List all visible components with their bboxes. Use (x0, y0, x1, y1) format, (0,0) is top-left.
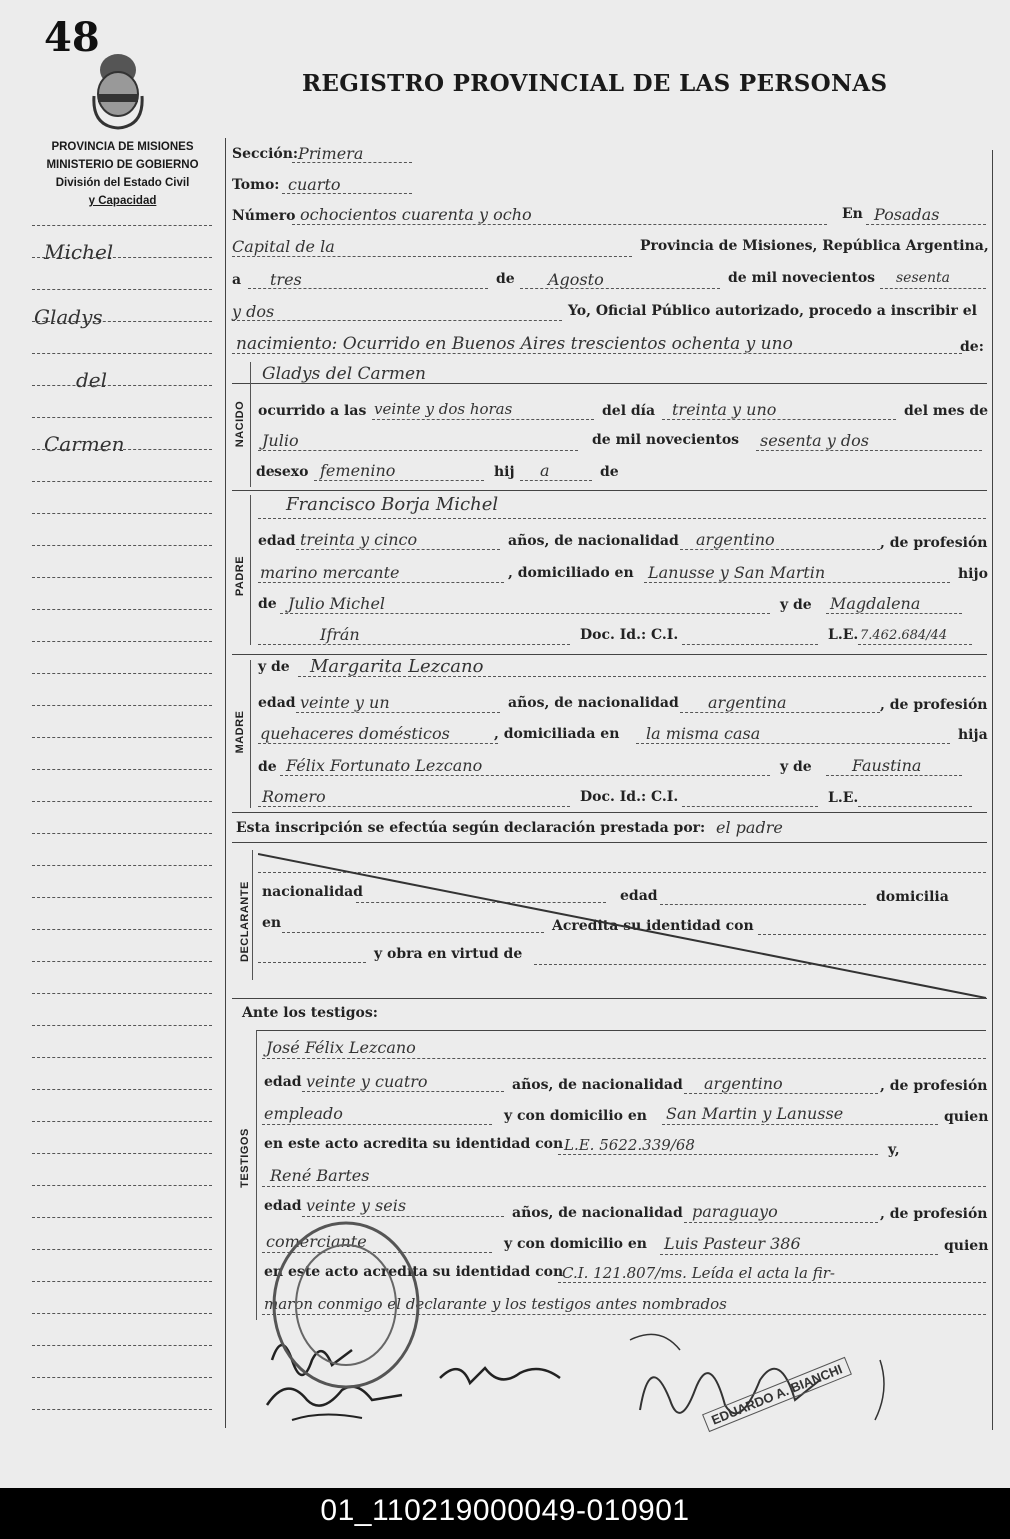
signature-witness-icon (430, 1348, 580, 1408)
t1-nombre-value: José Félix Lezcano (266, 1038, 416, 1057)
acredita-label: Acredita su identidad con (552, 918, 754, 934)
madre-de-label: de (258, 759, 277, 775)
t1-quien-label: quien (944, 1109, 989, 1125)
padre-top-rule (232, 490, 987, 491)
tomo-value: cuarto (288, 175, 341, 194)
t1-nac-line (684, 1093, 878, 1094)
de-colon-label: de: (960, 339, 984, 355)
page-number: 48 (44, 14, 100, 61)
madre-dom-value: la misma casa (646, 724, 761, 743)
cierre-value: maron conmigo el declarante y los testigos antes nombrados (264, 1295, 727, 1313)
padre-edad-line (296, 549, 500, 550)
margin-rule-line (32, 897, 212, 898)
mes-nac-value: Julio (262, 431, 299, 450)
ante-testigos-label: Ante los testigos: (242, 1005, 378, 1021)
t1-edad-value: veinte y cuatro (306, 1072, 428, 1091)
madre-side-label: MADRE (234, 710, 246, 754)
domiciliada-label: , domiciliada en (494, 726, 620, 742)
del-mes-label: del mes de (904, 403, 989, 419)
hora-line (372, 419, 594, 420)
en-value: Posadas (874, 205, 940, 224)
margin-rule-line (32, 769, 212, 770)
padre-madre-value: Magdalena (830, 594, 921, 613)
margin-rule-line (32, 353, 212, 354)
margin-rule-line (32, 737, 212, 738)
t2-quien-label: quien (944, 1238, 989, 1254)
padre-edad-label: edad (258, 533, 296, 549)
hij-label: hij (494, 464, 515, 480)
margin-rule-line (32, 481, 212, 482)
madre-madre2-line (258, 806, 570, 807)
t2-edad-label: edad (264, 1198, 302, 1214)
t1-edad-line (302, 1091, 504, 1092)
margin-rule-line (32, 289, 212, 290)
margin-rule-line (32, 961, 212, 962)
de-label: de (496, 271, 515, 287)
margin-rule-line (32, 1025, 212, 1026)
t2-edad-value: veinte y seis (306, 1196, 407, 1215)
madre-top-rule (232, 654, 987, 655)
margin-rule-line (32, 1089, 212, 1090)
t1-dom-line (662, 1124, 938, 1125)
margin-rule-line (32, 865, 212, 866)
testigos-top-rule (232, 998, 987, 999)
margin-rule-line (32, 1121, 212, 1122)
obra-label: y obra en virtud de (374, 946, 523, 962)
mes-nac-line (258, 450, 578, 451)
margin-rule-line (32, 1313, 212, 1314)
t2-doc-line (558, 1282, 986, 1283)
domicilia-label: domicilia (876, 889, 949, 905)
padre-y-de-label: y de (780, 597, 812, 613)
t1-profesion-label: , de profesión (880, 1078, 988, 1094)
margin-name-middle: del (76, 368, 108, 392)
margin-rule-line (32, 225, 212, 226)
madre-madre-line (826, 775, 962, 776)
padre-dom-line (644, 582, 950, 583)
t1-dom-value: San Martin y Lanusse (666, 1104, 844, 1123)
numero-label: Número (232, 208, 296, 224)
official-seal-stamp-icon (266, 1215, 426, 1395)
padre-le-line (858, 644, 972, 645)
declaracion-top-rule (232, 812, 987, 813)
t1-con-domicilio-label: y con domicilio en (504, 1108, 647, 1124)
anio-nac-line (756, 450, 982, 451)
a-label: a (232, 272, 242, 288)
margin-rule-line (32, 1281, 212, 1282)
domiciliado-label: , domiciliado en (508, 565, 634, 581)
madre-madre-value: Faustina (852, 756, 922, 775)
margin-rule-line (32, 801, 212, 802)
t2-nac-line (684, 1222, 878, 1223)
madre-edad-label: edad (258, 695, 296, 711)
ocurrido-label: ocurrido a las (258, 403, 367, 419)
margin-name-surname: Michel (44, 240, 114, 264)
declarante-bracket (252, 850, 253, 980)
dia-nac-line (662, 419, 896, 420)
madre-doc-label: Doc. Id.: C.I. (580, 789, 679, 805)
nacimiento-value: nacimiento: Ocurrido en Buenos Aires trescientos ochenta y uno (236, 334, 793, 354)
margin-rule-line (32, 705, 212, 706)
padre-madre2-value: Ifrán (320, 625, 360, 644)
madre-nac-line (680, 712, 880, 713)
nacionalidad-label: nacionalidad (262, 884, 363, 900)
oficial-label: Yo, Oficial Público autorizado, procedo a inscribir el (568, 303, 977, 319)
madre-madre2-value: Romero (262, 787, 326, 806)
declarante-top-rule (232, 842, 987, 843)
mil-novecientos-label: de mil novecientos (728, 270, 876, 286)
padre-side-label: PADRE (234, 555, 246, 597)
madre-profesion-label: , de profesión (880, 697, 988, 713)
padre-nombre-value: Francisco Borja Michel (286, 494, 499, 515)
dia-value: tres (270, 270, 302, 289)
padre-de-label: de (258, 596, 277, 612)
madre-bracket (250, 660, 251, 808)
capital-value: Capital de la (232, 237, 335, 256)
t2-profesion-label: , de profesión (880, 1206, 988, 1222)
testigos-bracket (256, 1030, 257, 1320)
padre-nombre-line (258, 518, 986, 519)
hij-value: a (540, 461, 550, 480)
t1-anos-nac-label: años, de nacionalidad (512, 1077, 683, 1093)
issuer-line-4: y Capacidad (88, 195, 157, 207)
anio1-line (880, 288, 986, 289)
margin-rule-line (32, 929, 212, 930)
t2-nombre-value: René Bartes (270, 1166, 370, 1185)
seccion-value: Primera (298, 144, 364, 163)
padre-le-value: 7.462.684/44 (860, 628, 948, 643)
de2-label: de (600, 464, 619, 480)
issuer-line-2: MINISTERIO DE GOBIERNO (46, 159, 199, 171)
padre-prof-line (258, 582, 504, 583)
numero-value: ochocientos cuarenta y ocho (300, 205, 532, 224)
madre-y-de2-label: y de (780, 759, 812, 775)
padre-edad-value: treinta y cinco (300, 530, 418, 549)
t2-nombre-line (262, 1186, 986, 1187)
margin-rule-line (32, 545, 212, 546)
madre-anos-nac-label: años, de nacionalidad (508, 695, 679, 711)
padre-anos-nac-label: años, de nacionalidad (508, 533, 679, 549)
testigos-second-rule (256, 1030, 986, 1031)
madre-doc-line (682, 806, 818, 807)
t2-dom-line (660, 1254, 938, 1255)
en-label: En (842, 206, 863, 222)
padre-madre2-line (258, 644, 570, 645)
del-dia-label: del día (602, 403, 656, 419)
declarante-value: el padre (716, 818, 783, 837)
sexo-value: femenino (320, 461, 396, 480)
anio-nac-value: sesenta y dos (760, 431, 869, 450)
margin-rule-line (32, 993, 212, 994)
archive-footer: 01_110219000049-010901 (0, 1488, 1010, 1539)
edad-d-label: edad (620, 888, 658, 904)
madre-prof-line (258, 743, 498, 744)
testigos-side-label: TESTIGOS (239, 1128, 251, 1188)
sexo-line (314, 480, 484, 481)
mil-nov2-label: de mil novecientos (592, 432, 740, 448)
margin-rule-line (32, 673, 212, 674)
signature-official-icon (620, 1320, 900, 1440)
t2-acredita-label: en este acto acredita su identidad con (264, 1264, 564, 1280)
padre-prof-value: marino mercante (260, 563, 400, 582)
margin-rule-line (32, 609, 212, 610)
margin-rule-line (32, 1249, 212, 1250)
t2-nac-value: paraguayo (692, 1202, 778, 1221)
capital-line (232, 256, 632, 257)
en-line (866, 224, 986, 225)
t1-prof-value: empleado (264, 1104, 343, 1123)
anio2-line (232, 320, 562, 321)
madre-edad-line (296, 712, 500, 713)
padre-le-label: L.E. (828, 627, 859, 643)
nacido-bracket (250, 362, 251, 487)
padre-padre-line (280, 613, 770, 614)
padre-dom-value: Lanusse y San Martin (648, 563, 826, 582)
madre-prof-value: quehaceres domésticos (260, 724, 450, 743)
hija-label: hija (958, 727, 988, 743)
padre-madre-line (826, 613, 962, 614)
padre-doc-line (682, 644, 818, 645)
padre-nac-line (680, 549, 880, 550)
t1-acredita-label: en este acto acredita su identidad con (264, 1136, 564, 1152)
sexo-prefix-label: de (256, 464, 275, 480)
padre-padre-value: Julio Michel (288, 594, 386, 613)
coat-of-arms-icon (88, 46, 148, 130)
issuer-block (30, 138, 215, 210)
madre-padre-value: Félix Fortunato Lezcano (286, 756, 483, 775)
margin-rule-line (32, 1217, 212, 1218)
numero-line (292, 224, 827, 225)
madre-nac-value: argentina (708, 693, 787, 712)
margin-rule-line (32, 1377, 212, 1378)
anio1-value: sesenta (896, 270, 950, 286)
t2-prof-value: comerciante (266, 1232, 367, 1251)
madre-le-label: L.E. (828, 790, 859, 806)
t2-anos-nac-label: años, de nacionalidad (512, 1205, 683, 1221)
padre-doc-label: Doc. Id.: C.I. (580, 627, 679, 643)
main-frame-right (992, 150, 993, 1430)
esta-inscripcion-label: Esta inscripción se efectúa según declaración prestada por: (236, 820, 706, 836)
margin-rule-line (32, 1185, 212, 1186)
t1-y-label: y, (888, 1142, 900, 1158)
margin-rule-line (32, 1057, 212, 1058)
nacido-side-label: NACIDO (234, 400, 246, 448)
margin-rule-line (32, 513, 212, 514)
margin-rule-line (32, 1345, 212, 1346)
main-frame-left (225, 138, 226, 1428)
margin-rule-line (32, 1409, 212, 1410)
margin-rule-line (32, 641, 212, 642)
madre-dom-line (636, 743, 950, 744)
madre-edad-value: veinte y un (300, 693, 390, 712)
padre-profesion-label: , de profesión (880, 535, 988, 551)
margin-rule-line (32, 833, 212, 834)
t1-doc-value: L.E. 5622.339/68 (564, 1136, 695, 1154)
margin-rule-line (32, 1153, 212, 1154)
padre-nac-value: argentino (696, 530, 775, 549)
madre-nombre-value: Margarita Lezcano (310, 656, 484, 677)
t1-doc-line (558, 1154, 878, 1155)
official-name-stamp: EDUARDO A. BIANCHI (702, 1357, 852, 1432)
margin-name-last: Carmen (44, 432, 125, 456)
t1-prof-line (262, 1124, 492, 1125)
declarante-side-label: DECLARANTE (239, 881, 251, 962)
madre-le-line (858, 806, 972, 807)
margin-rule-line (32, 417, 212, 418)
mes-value: Agosto (548, 270, 604, 289)
provincia-label: Provincia de Misiones, República Argentina, (640, 238, 989, 254)
t1-edad-label: edad (264, 1074, 302, 1090)
madre-padre-line (280, 775, 770, 776)
nombre-value: Gladys del Carmen (262, 364, 426, 384)
t2-con-domicilio-label: y con domicilio en (504, 1236, 647, 1252)
t2-doc-value: C.I. 121.807/ms. Leída el acta la fir- (562, 1264, 835, 1282)
t1-nombre-line (262, 1058, 986, 1059)
hora-value: veinte y dos horas (374, 400, 513, 418)
hij-line (520, 480, 592, 481)
seccion-label: Sección: (232, 146, 299, 162)
issuer-line-3: División del Estado Civil (55, 177, 190, 189)
anio2-value: y dos (232, 302, 275, 321)
margin-name-first: Gladys (34, 305, 103, 329)
declarante-strike-line (258, 850, 988, 1000)
padre-bracket (250, 495, 251, 645)
hijo-label: hijo (958, 566, 988, 582)
margin-rule-line (32, 577, 212, 578)
dia-nac-value: treinta y uno (672, 400, 777, 419)
sexo-label: sexo (274, 464, 309, 480)
document-title: REGISTRO PROVINCIAL DE LAS PERSONAS (302, 70, 888, 97)
madre-y-de-label: y de (258, 659, 290, 675)
t1-nac-value: argentino (704, 1074, 783, 1093)
issuer-line-1: PROVINCIA DE MISIONES (51, 141, 194, 153)
en-d-label: en (262, 915, 282, 931)
margin-rule-line (32, 385, 212, 386)
t2-dom-value: Luis Pasteur 386 (664, 1234, 801, 1253)
tomo-label: Tomo: (232, 177, 280, 193)
